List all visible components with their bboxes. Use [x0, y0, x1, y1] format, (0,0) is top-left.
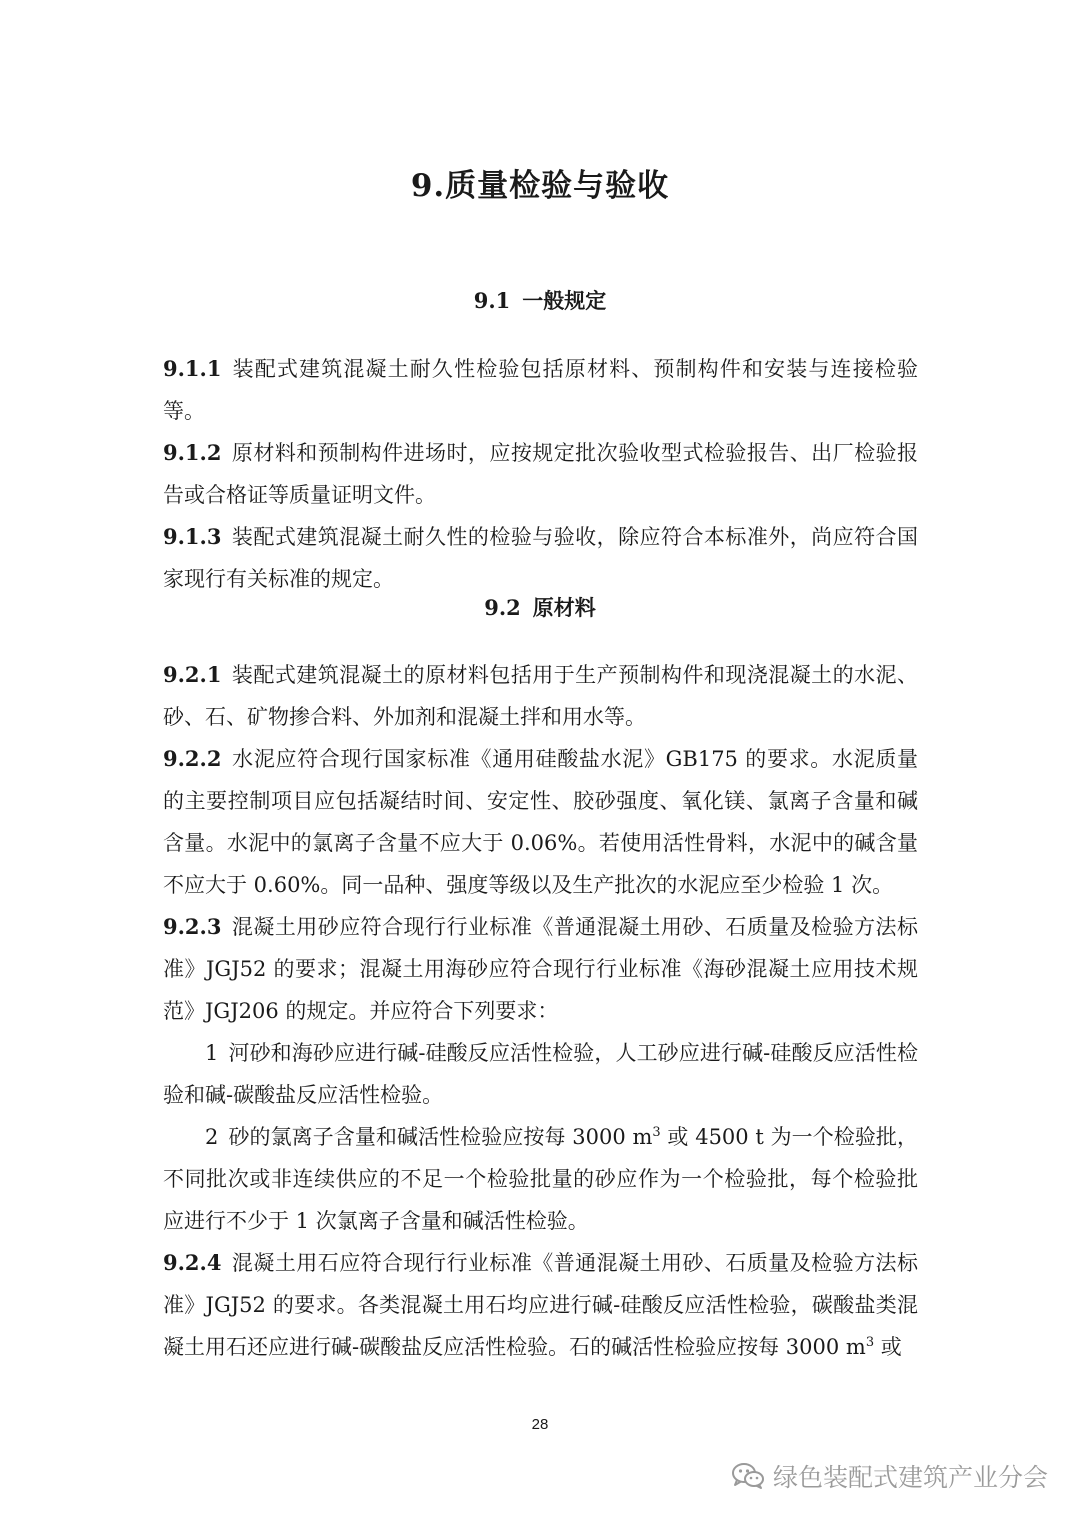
clause-number: 9.2.2	[163, 746, 222, 771]
superscript: 3	[865, 1335, 875, 1350]
clause-number: 9.1.2	[163, 440, 222, 465]
wechat-icon	[731, 1462, 765, 1490]
clause-number: 9.2.3	[163, 914, 222, 939]
item-text-a: 砂的氯离子含量和碱活性检验应按每 3000 m	[228, 1125, 653, 1149]
item-text: 河砂和海砂应进行碱-硅酸反应活性检验，人工砂应进行碱-硅酸反应活性检验和碱-碳酸盐反应活性检验。	[163, 1041, 918, 1107]
clause-9-2-3	[163, 906, 918, 1032]
list-item-1	[163, 1032, 918, 1116]
section-label: 一般规定	[522, 288, 607, 313]
clause-text: 装配式建筑混凝土耐久性的检验与验收，除应符合本标准外，尚应符合国家现行有关标准的规定。	[163, 525, 918, 591]
chapter-title: 9.质量检验与验收	[410, 168, 670, 204]
clause-text-b: 或	[874, 1335, 902, 1359]
clause-number: 9.2.1	[163, 662, 222, 687]
clause-9-2-4	[163, 1242, 918, 1368]
clause-text: 装配式建筑混凝土耐久性检验包括原材料、预制构件和安装与连接检验等。	[163, 357, 918, 423]
clause-text-a: 混凝土用石应符合现行行业标准《普通混凝土用砂、石质量及检验方法标准》JGJ52 的要求。各类混凝土用石均应进行碱-硅酸反应活性检验，碳酸盐类混凝土用石还应进行碱-碳酸盐反应活性检验。石的碱活性检验应按每 3000 m	[163, 1251, 918, 1359]
clause-number: 9.2.4	[163, 1250, 222, 1275]
list-item-2	[163, 1116, 918, 1242]
superscript: 3	[652, 1125, 661, 1140]
clause-text: 混凝土用砂应符合现行行业标准《普通混凝土用砂、石质量及检验方法标准》JGJ52 的要求；混凝土用海砂应符合现行行业标准《海砂混凝土应用技术规范》JGJ206 的规定。并应符合下列要求：	[163, 915, 918, 1023]
section-body-9-1	[163, 348, 918, 600]
item-number: 1	[205, 1041, 219, 1065]
clause-text: 原材料和预制构件进场时，应按规定批次验收型式检验报告、出厂检验报告或合格证等质量证明文件。	[163, 441, 918, 507]
clause-9-2-1	[163, 654, 918, 738]
clause-text: 水泥应符合现行国家标准《通用硅酸盐水泥》GB175 的要求。水泥质量的主要控制项目应包括凝结时间、安定性、胶砂强度、氧化镁、氯离子含量和碱含量。水泥中的氯离子含量不应大于 0.06%。若使用活性骨料，水泥中的碱含量不应大于 0.60%。同一品种、强度等级以及生产批次的水泥应至少检验 1 次。	[163, 747, 918, 897]
section-body-9-2	[163, 654, 918, 1368]
clause-number: 9.1.3	[163, 524, 222, 549]
item-number: 2	[205, 1125, 219, 1149]
clause-9-2-2	[163, 738, 918, 906]
watermark-text: 绿色装配式建筑产业分会	[772, 1463, 1048, 1492]
item-text-b: 或 4500 t 为一个检验批，不同批次或非连续供应的不足一个检验批量的砂应作为一个检验批，每个检验批应进行不少于 1 次氯离子含量和碱活性检验。	[163, 1125, 918, 1233]
section-number: 9.1	[473, 288, 511, 313]
section-title-9-2	[0, 592, 1080, 622]
clause-number: 9.1.1	[163, 356, 222, 381]
section-number: 9.2	[484, 595, 521, 620]
clause-9-1-1	[163, 348, 918, 432]
section-label: 原材料	[532, 595, 596, 620]
clause-text: 装配式建筑混凝土的原材料包括用于生产预制构件和现浇混凝土的水泥、砂、石、矿物掺合料、外加剂和混凝土拌和用水等。	[163, 663, 918, 729]
clause-9-1-2	[163, 432, 918, 516]
watermark	[731, 1458, 1048, 1494]
clause-9-1-3	[163, 516, 918, 600]
page-number: 28	[531, 1416, 549, 1433]
section-title-9-1	[0, 285, 1080, 315]
